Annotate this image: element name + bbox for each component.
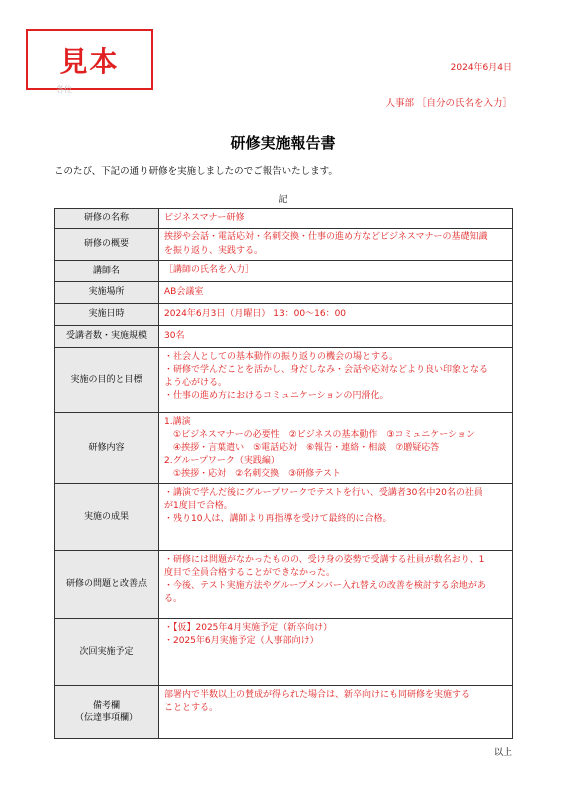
purpose-line: ・社会人としての基本動作の振り返りの機会の場とする。: [164, 352, 399, 362]
value-results: [159, 484, 513, 551]
content-line: 1.講演: [164, 417, 191, 427]
content-line: ④挨拶・言葉遣い ⑤電話応対 ⑥報告・連絡・相談 ⑦贈疑応答: [164, 443, 440, 454]
label-next: 次回実施予定: [55, 619, 159, 686]
addressee-faint: 各位: [56, 85, 72, 94]
row-overview: [55, 229, 513, 261]
label-issues: 研修の問題と改善点: [55, 551, 159, 619]
value-notes: [159, 686, 513, 739]
content-line: 2.グループワーク（実践編）: [164, 456, 280, 467]
intro-text: このたび、下記の通り研修を実施しましたのでご報告いたします。: [54, 166, 338, 177]
results-line: ・講演で学んだ後にグループワークでテストを行い、受講者30名中20名の社員: [164, 488, 483, 499]
row-results: [55, 484, 513, 551]
overview-line: を振り返り、実践する。: [164, 245, 264, 256]
content-line: ①ビジネスマナーの必要性 ②ビジネスの基本動作 ③コミュニケーション: [164, 430, 475, 441]
label-datetime: 実施日時: [55, 304, 159, 326]
value-issues: [159, 551, 513, 619]
value-participants: 30名: [159, 326, 513, 348]
results-line: ・残り10人は、講師より再指導を受けて最終的に合格。: [164, 514, 392, 525]
ki-mark: 記: [278, 195, 288, 205]
value-training-name: ビジネスマナー研修: [159, 209, 513, 229]
label-results: 実施の成果: [55, 484, 159, 551]
purpose-line: ・研修で学んだことを活かし、身だしなみ・会話や応対などより良い印象となる: [164, 365, 489, 376]
row-issues: [55, 551, 513, 619]
row-datetime: [55, 304, 513, 326]
issues-line: ・今後、テスト実施方法やグループメンバー入れ替えの改善を検討する余地があ: [164, 581, 486, 592]
notes-label-line: 備考欄: [92, 700, 120, 711]
next-line: ・2025年6月実施予定（人事部向け）: [164, 636, 319, 647]
content-line: ①挨拶・応対 ②名刺交換 ③研修テスト: [164, 469, 341, 480]
label-place: 実施場所: [55, 282, 159, 304]
label-content: 研修内容: [55, 413, 159, 484]
issues-line: ・研修には問題がなかったものの、受け身の姿勢で受講する社員が数名おり、1: [164, 555, 485, 566]
purpose-line: よう心がける。: [164, 378, 228, 389]
value-content: [159, 413, 513, 484]
row-next: [55, 619, 513, 686]
issues-line: 度目で全員合格することができなかった。: [164, 568, 336, 579]
value-datetime: 2024年6月3日（月曜日） 13：00〜16：00: [159, 304, 513, 326]
row-place: [55, 282, 513, 304]
label-notes: [55, 686, 159, 739]
overview-line: 挨拶や会話・電話応対・名刺交換・仕事の進め方などビジネスマナーの基礎知識: [164, 232, 488, 243]
row-instructor: [55, 261, 513, 282]
sample-stamp: 見本: [26, 29, 153, 90]
next-line: ・【仮】2025年4月実施予定（新卒向け）: [164, 623, 333, 634]
row-purpose: [55, 348, 513, 413]
report-table: [54, 208, 513, 739]
row-participants: [55, 326, 513, 348]
label-training-name: 研修の名称: [55, 209, 159, 229]
label-instructor: 講師名: [55, 261, 159, 282]
department-author: 人事部 ［自分の氏名を入力］: [385, 98, 512, 109]
report-date: 2024年6月4日: [450, 63, 512, 73]
value-place: AB会議室: [159, 282, 513, 304]
purpose-line: ・仕事の進め方におけるコミュニケーションの円滑化。: [164, 391, 389, 402]
value-purpose: [159, 348, 513, 413]
value-next: [159, 619, 513, 686]
document-title: 研修実施報告書: [230, 134, 336, 152]
row-content: [55, 413, 513, 484]
value-instructor: ［講師の氏名を入力］: [159, 261, 513, 282]
notes-line: こととする。: [164, 703, 219, 714]
notes-label-line: （伝達事項欄）: [74, 713, 138, 724]
row-training-name: [55, 209, 513, 229]
label-purpose: 実施の目的と目標: [55, 348, 159, 413]
row-notes: [55, 686, 513, 739]
results-line: が1度目で合格。: [164, 501, 233, 512]
label-overview: 研修の概要: [55, 229, 159, 261]
closing-mark: 以上: [493, 748, 512, 758]
value-overview: [159, 229, 513, 261]
issues-line: る。: [164, 594, 183, 605]
label-participants: 受講者数・実施規模: [55, 326, 159, 348]
notes-line: 部署内で半数以上の賛成が得られた場合は、新卒向けにも同研修を実施する: [164, 690, 471, 701]
